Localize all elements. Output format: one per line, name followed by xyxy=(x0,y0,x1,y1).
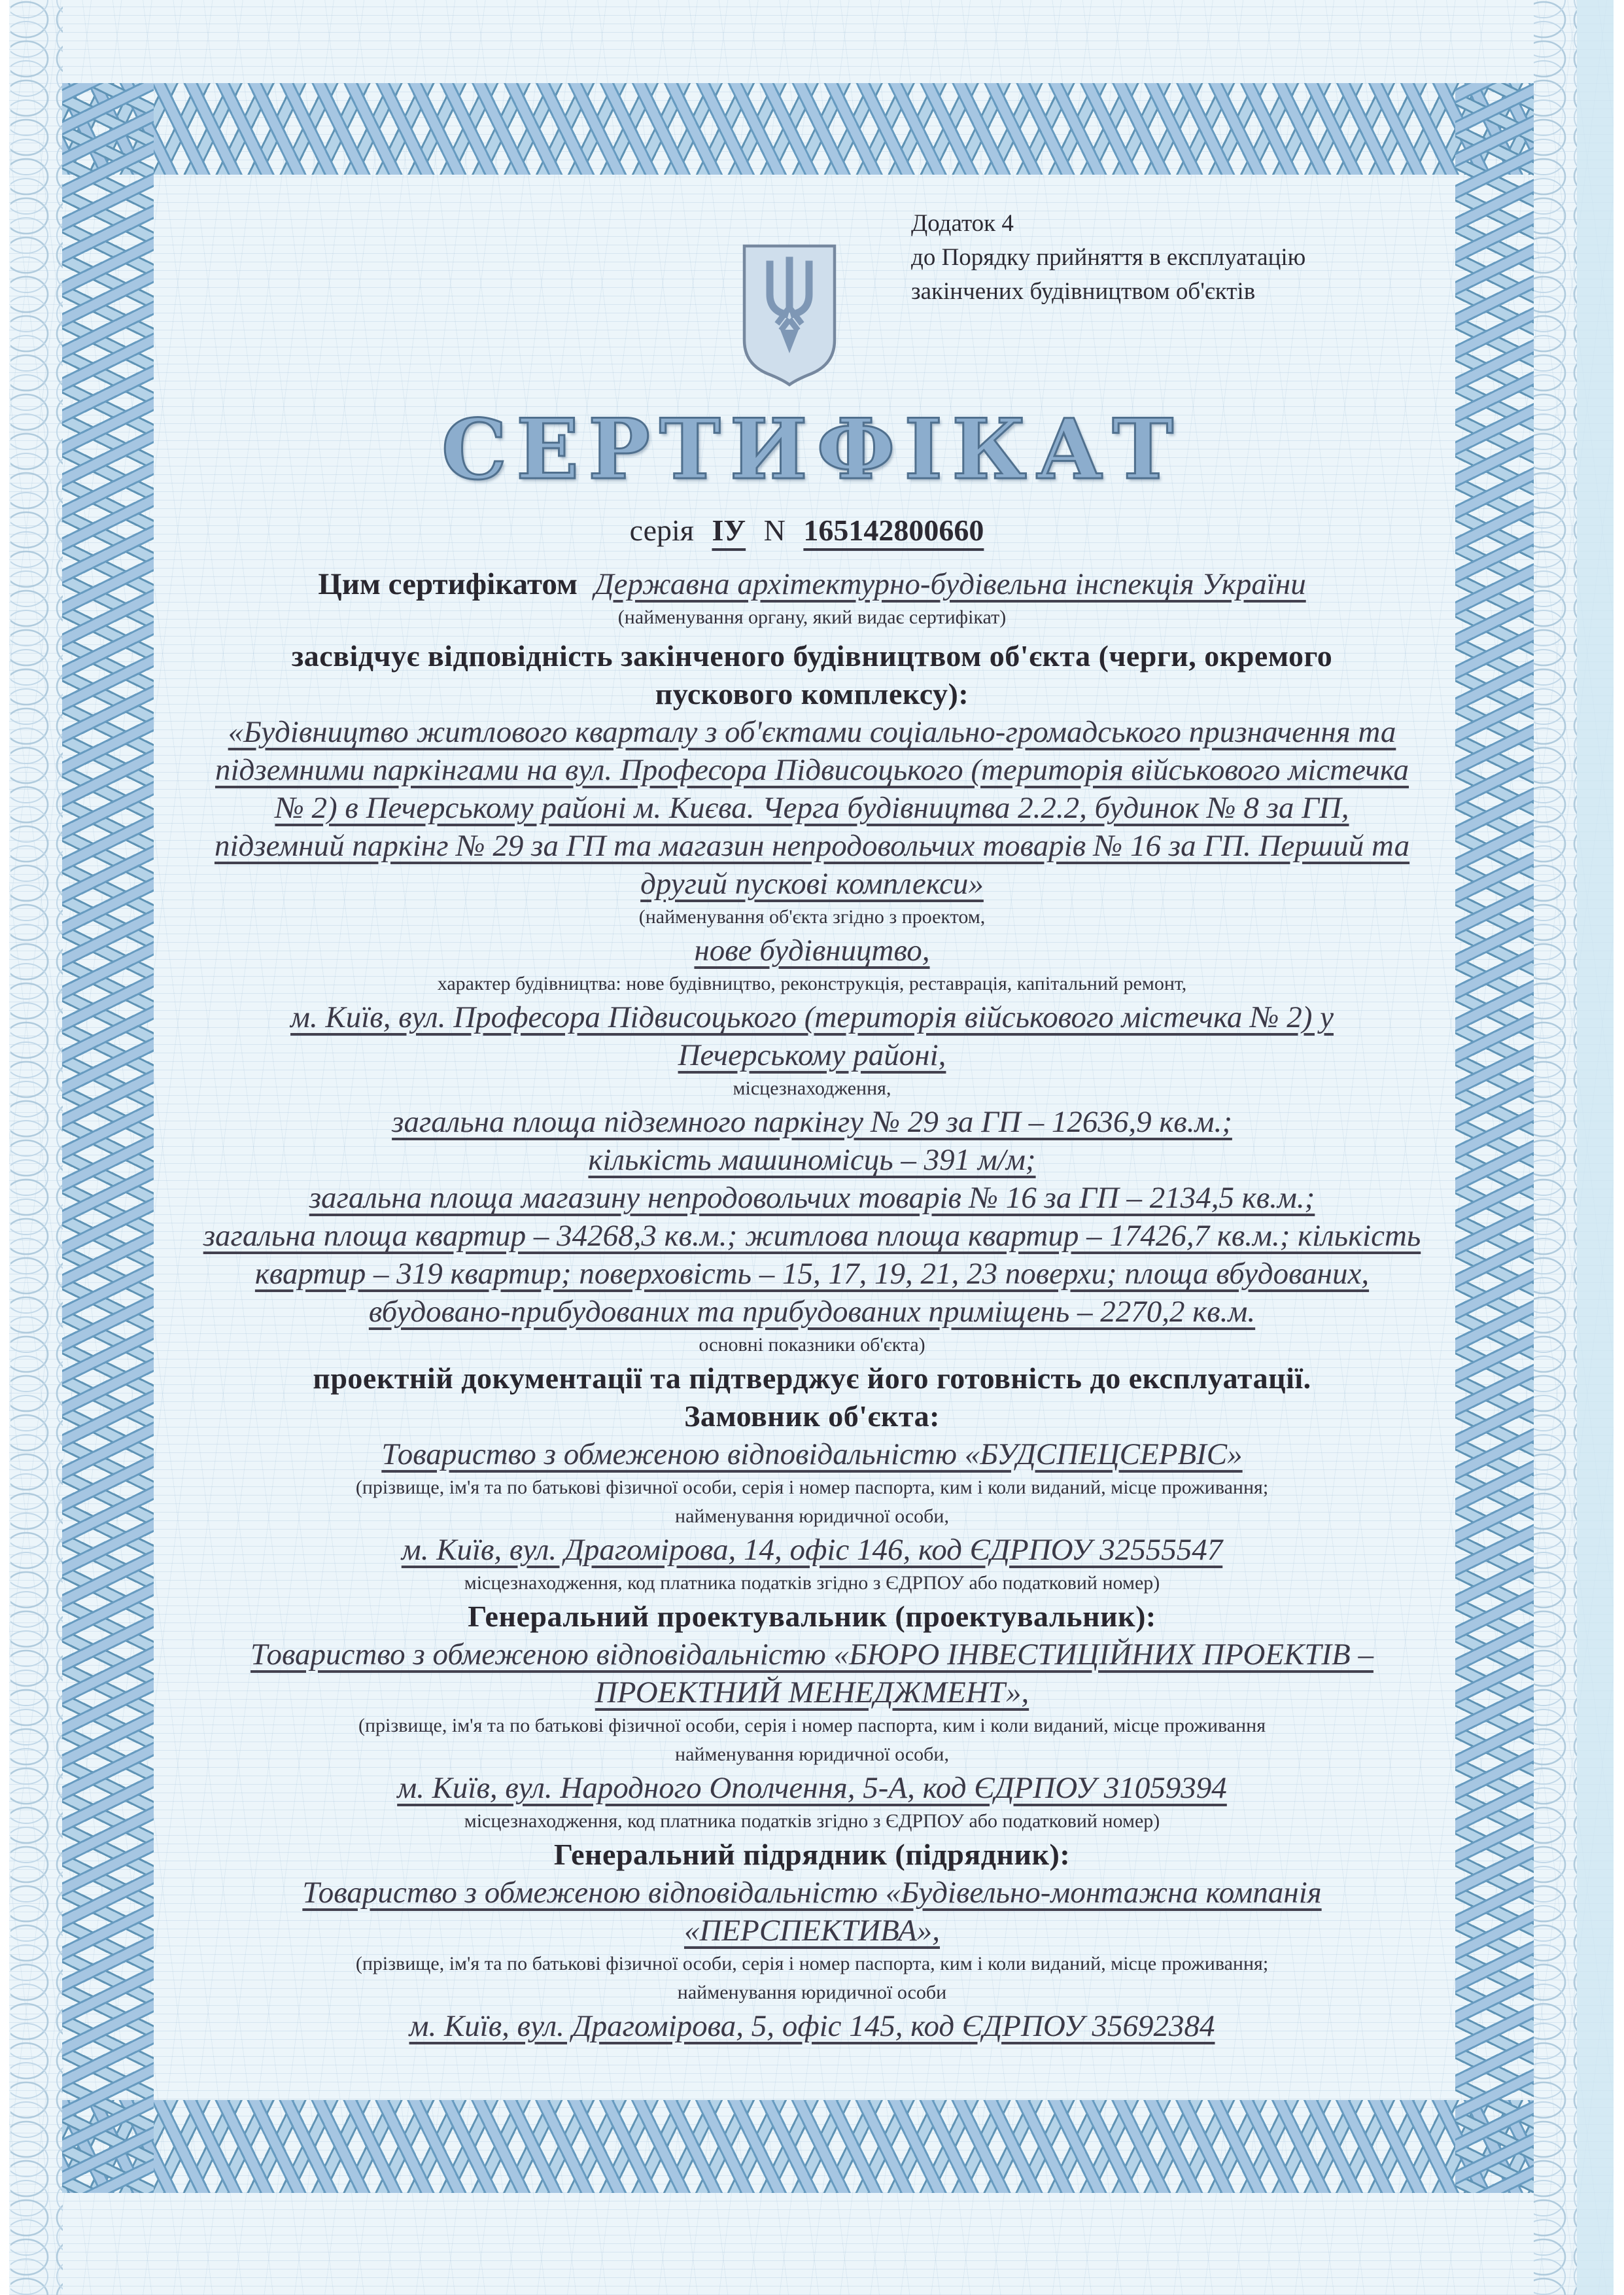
indicator-line: вбудовано-прибудованих та прибудованих приміщень – 2270,2 кв.м. xyxy=(368,1295,1256,1329)
indicator-line: загальна площа магазину непродовольчих товарів № 16 за ГП – 2134,5 кв.м.; xyxy=(309,1181,1315,1215)
attest-line: пускового комплексу): xyxy=(655,677,969,710)
designer-caption: (прізвище, ім'я та по батькові фізичної особи, серія і номер паспорта, ким і коли виданий, місце проживання xyxy=(358,1715,1266,1736)
issuer-name: Державна архітектурно-будівельна інспекція України xyxy=(594,567,1306,601)
certificate-title: СЕРТИФІКАТ xyxy=(441,401,1183,498)
indicator-line: загальна площа квартир – 34268,3 кв.м.; житлова площа квартир – 17426,7 кв.м.; кількість xyxy=(203,1219,1421,1253)
designer-name: Товариство з обмеженою відповідальністю «БЮРО ІНВЕСТИЦІЙНИХ ПРОЕКТІВ – xyxy=(251,1638,1373,1672)
object-name-line: другий пускові комплекси» xyxy=(640,867,984,901)
issuer-caption: (найменування органу, який видає сертифікат) xyxy=(617,606,1007,628)
coat-of-arms-emblem xyxy=(738,241,841,391)
indicator-line: кількість машиномісць – 391 м/м; xyxy=(588,1143,1036,1177)
serial-row xyxy=(0,509,1624,552)
designer-address: м. Київ, вул. Народного Ополчення, 5-А, код ЄДРПОУ 31059394 xyxy=(397,1771,1227,1805)
annex-reference xyxy=(911,207,1305,309)
contractor-address: м. Київ, вул. Драгомірова, 5, офіс 145, код ЄДРПОУ 35692384 xyxy=(409,2009,1215,2043)
location-line: м. Київ, вул. Професора Підвисоцького (територія військового містечка № 2) у xyxy=(290,1000,1334,1034)
construction-caption: характер будівництва: нове будівництво, реконструкція, реставрація, капітальний ремонт, xyxy=(437,973,1187,994)
contractor-caption: найменування юридичної особи xyxy=(677,1982,947,2003)
contractor-caption: (прізвище, ім'я та по батькові фізичної особи, серія і номер паспорта, ким і коли виданий, місце проживання; xyxy=(355,1953,1269,1974)
designer-name: ПРОЕКТНИЙ МЕНЕДЖМЕНТ», xyxy=(595,1675,1029,1709)
number-label: N xyxy=(763,514,786,547)
issuer-prefix: Цим сертифікатом xyxy=(318,567,578,601)
location-caption: місцезнаходження, xyxy=(733,1077,891,1099)
border-band-bottom xyxy=(62,2100,1534,2193)
contractor-heading: Генеральний підрядник (підрядник): xyxy=(553,1838,1071,1871)
location-line: Печерському районі, xyxy=(678,1038,946,1072)
indicators-caption: основні показники об'єкта) xyxy=(699,1334,925,1356)
designer-heading: Генеральний проектувальник (проектувальник): xyxy=(468,1600,1156,1633)
annex-line: до Порядку прийняття в експлуатацію xyxy=(911,244,1306,271)
indicator-line: загальна площа підземного паркінгу № 29 за ГП – 12636,9 кв.м.; xyxy=(392,1105,1232,1139)
customer-address: м. Київ, вул. Драгомірова, 14, офіс 146, код ЄДРПОУ 32555547 xyxy=(401,1533,1223,1567)
number-value: 165142800660 xyxy=(803,514,984,547)
ukraine-trident-icon xyxy=(738,241,841,387)
attest-line: засвідчує відповідність закінченого будівництвом об'єкта (черги, окремого xyxy=(291,639,1333,673)
confirmation-line: проектній документації та підтверджує його готовність до експлуатації. xyxy=(313,1361,1311,1395)
annex-line: закінчених будівництвом об'єктів xyxy=(911,278,1256,305)
contractor-name: Товариство з обмеженою відповідальністю «Будівельно-монтажна компанія xyxy=(302,1876,1322,1910)
indicator-line: квартир – 319 квартир; поверховість – 15, 17, 19, 21, 23 поверхи; площа вбудованих, xyxy=(254,1257,1370,1291)
annex-line: Додаток 4 xyxy=(911,210,1014,237)
customer-caption: найменування юридичної особи, xyxy=(675,1505,949,1527)
customer-caption: (прізвище, ім'я та по батькові фізичної особи, серія і номер паспорта, ким і коли виданий, місце проживання; xyxy=(355,1477,1269,1498)
customer-heading: Замовник об'єкта: xyxy=(684,1399,940,1433)
object-caption: (найменування об'єкта згідно з проектом, xyxy=(638,906,986,928)
border-band-top xyxy=(62,83,1534,175)
customer-caption: місцезнаходження, код платника податків згідно з ЄДРПОУ або податковий номер) xyxy=(464,1572,1160,1594)
object-name-line: підземний паркінг № 29 за ГП та магазин непродовольчих товарів № 16 за ГП. Перший та xyxy=(214,829,1410,863)
object-name-line: підземними паркінгами на вул. Професора Підвисоцького (територія військового містечка xyxy=(215,753,1409,787)
designer-caption: найменування юридичної особи, xyxy=(675,1743,949,1765)
customer-name: Товариство з обмеженою відповідальністю «БУДСПЕЦСЕРВІС» xyxy=(381,1437,1243,1471)
contractor-name: «ПЕРСПЕКТИВА», xyxy=(683,1914,941,1948)
issuer-line xyxy=(0,565,1624,603)
certificate-body xyxy=(0,400,1624,2045)
series-value: ІУ xyxy=(712,514,746,547)
series-label: серія xyxy=(629,514,694,547)
object-name-line: № 2) в Печерському районі м. Києва. Черга будівництва 2.2.2, будинок № 8 за ГП, xyxy=(275,791,1349,825)
designer-caption: місцезнаходження, код платника податків згідно з ЄДРПОУ або податковий номер) xyxy=(464,1810,1160,1832)
construction-type-line: нове будівництво, xyxy=(694,934,930,968)
object-name-line: «Будівництво житлового кварталу з об'єктами соціально-громадського призначення та xyxy=(228,715,1396,749)
